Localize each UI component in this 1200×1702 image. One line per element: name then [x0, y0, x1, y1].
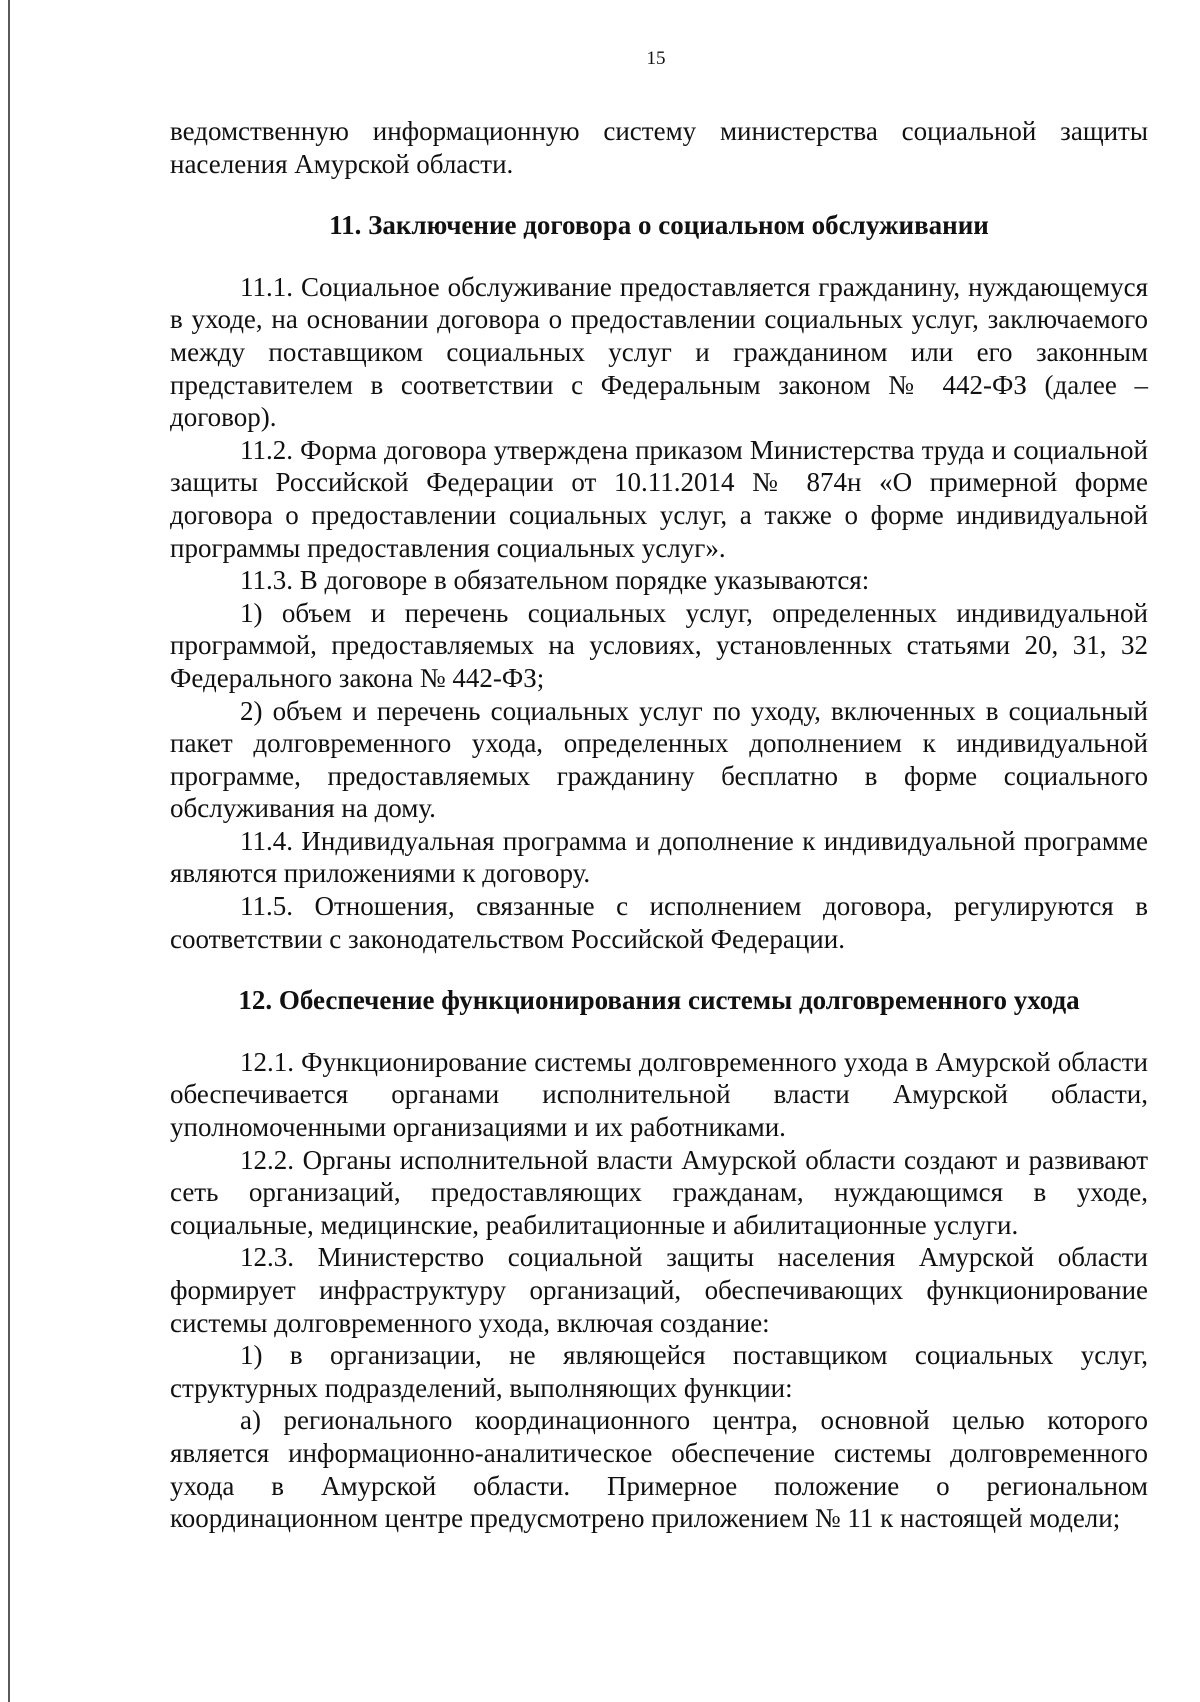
paragraph-11-3: 11.3. В договоре в обязательном порядке указываются:	[240, 565, 870, 596]
document-body	[170, 115, 1148, 1535]
paragraph-12-3-item-1-a: а) регионального координационного центра, основной целью которого является информационно-аналитическое обеспечение системы долговременного ухода в Амурской области. Примерное положение о региональном координационном центре предусмотрено приложением № 11 к настоящей модели;	[170, 1405, 1148, 1534]
section-12-heading: 12. Обеспечение функционирования системы долговременного ухода	[238, 985, 1080, 1016]
section-11-heading: 11. Заключение договора о социальном обслуживании	[329, 210, 989, 241]
page-number: 15	[646, 48, 666, 69]
paragraph-11-4: 11.4. Индивидуальная программа и дополнение к индивидуальной программе являются приложениями к договору.	[170, 825, 1148, 889]
paragraph-11-2: 11.2. Форма договора утверждена приказом Министерства труда и социальной защиты Российской Федерации от 10.11.2014 № 874н «О примерной форме договора о предоставлении социальных услуг, а также о форме индивидуальной программы предоставления социальных услуг».	[170, 434, 1148, 563]
intro-paragraph: ведомственную информационную систему министерства социальной защиты населения Амурской области.	[170, 116, 1148, 179]
paragraph-11-3-item-2: 2) объем и перечень социальных услуг по уходу, включенных в социальный пакет долговременного ухода, определенных дополнением к индивидуальной программе, предоставляемых гражданину бесплатно в форме социального обслуживания на дому.	[170, 695, 1148, 824]
paragraph-12-1: 12.1. Функционирование системы долговременного ухода в Амурской области обеспечивается органами исполнительной власти Амурской области, уполномоченными организациями и их работниками.	[170, 1046, 1148, 1143]
paragraph-11-1: 11.1. Социальное обслуживание предоставляется гражданину, нуждающемуся в уходе, на основании договора о предоставлении социальных услуг, заключаемого между поставщиком социальных услуг и гражданином или его законным представителем в соответствии с Федеральным законом № 442-ФЗ (далее – договор).	[170, 271, 1148, 433]
paragraph-12-2: 12.2. Органы исполнительной власти Амурской области создают и развивают сеть организаций, предоставляющих гражданам, нуждающимся в уходе, социальные, медицинские, реабилитационные и абилитационные услуги.	[170, 1144, 1148, 1240]
section-12-body	[170, 1046, 1148, 1535]
section-11-body	[170, 271, 1148, 955]
paragraph-12-3: 12.3. Министерство социальной защиты населения Амурской области формирует инфраструктуру организаций, обеспечивающих функционирование системы долговременного ухода, включая создание:	[170, 1242, 1148, 1338]
paragraph-11-3-item-1: 1) объем и перечень социальных услуг, определенных индивидуальной программой, предоставляемых на условиях, установленных статьями 20, 31, 32 Федерального закона № 442-ФЗ;	[170, 597, 1148, 693]
paragraph-11-5: 11.5. Отношения, связанные с исполнением договора, регулируются в соответствии с законодательством Российской Федерации.	[170, 891, 1148, 954]
paragraph-12-3-item-1: 1) в организации, не являющейся поставщиком социальных услуг, структурных подразделений, выполняющих функции:	[170, 1340, 1148, 1403]
scan-edge-line	[8, 0, 10, 1702]
